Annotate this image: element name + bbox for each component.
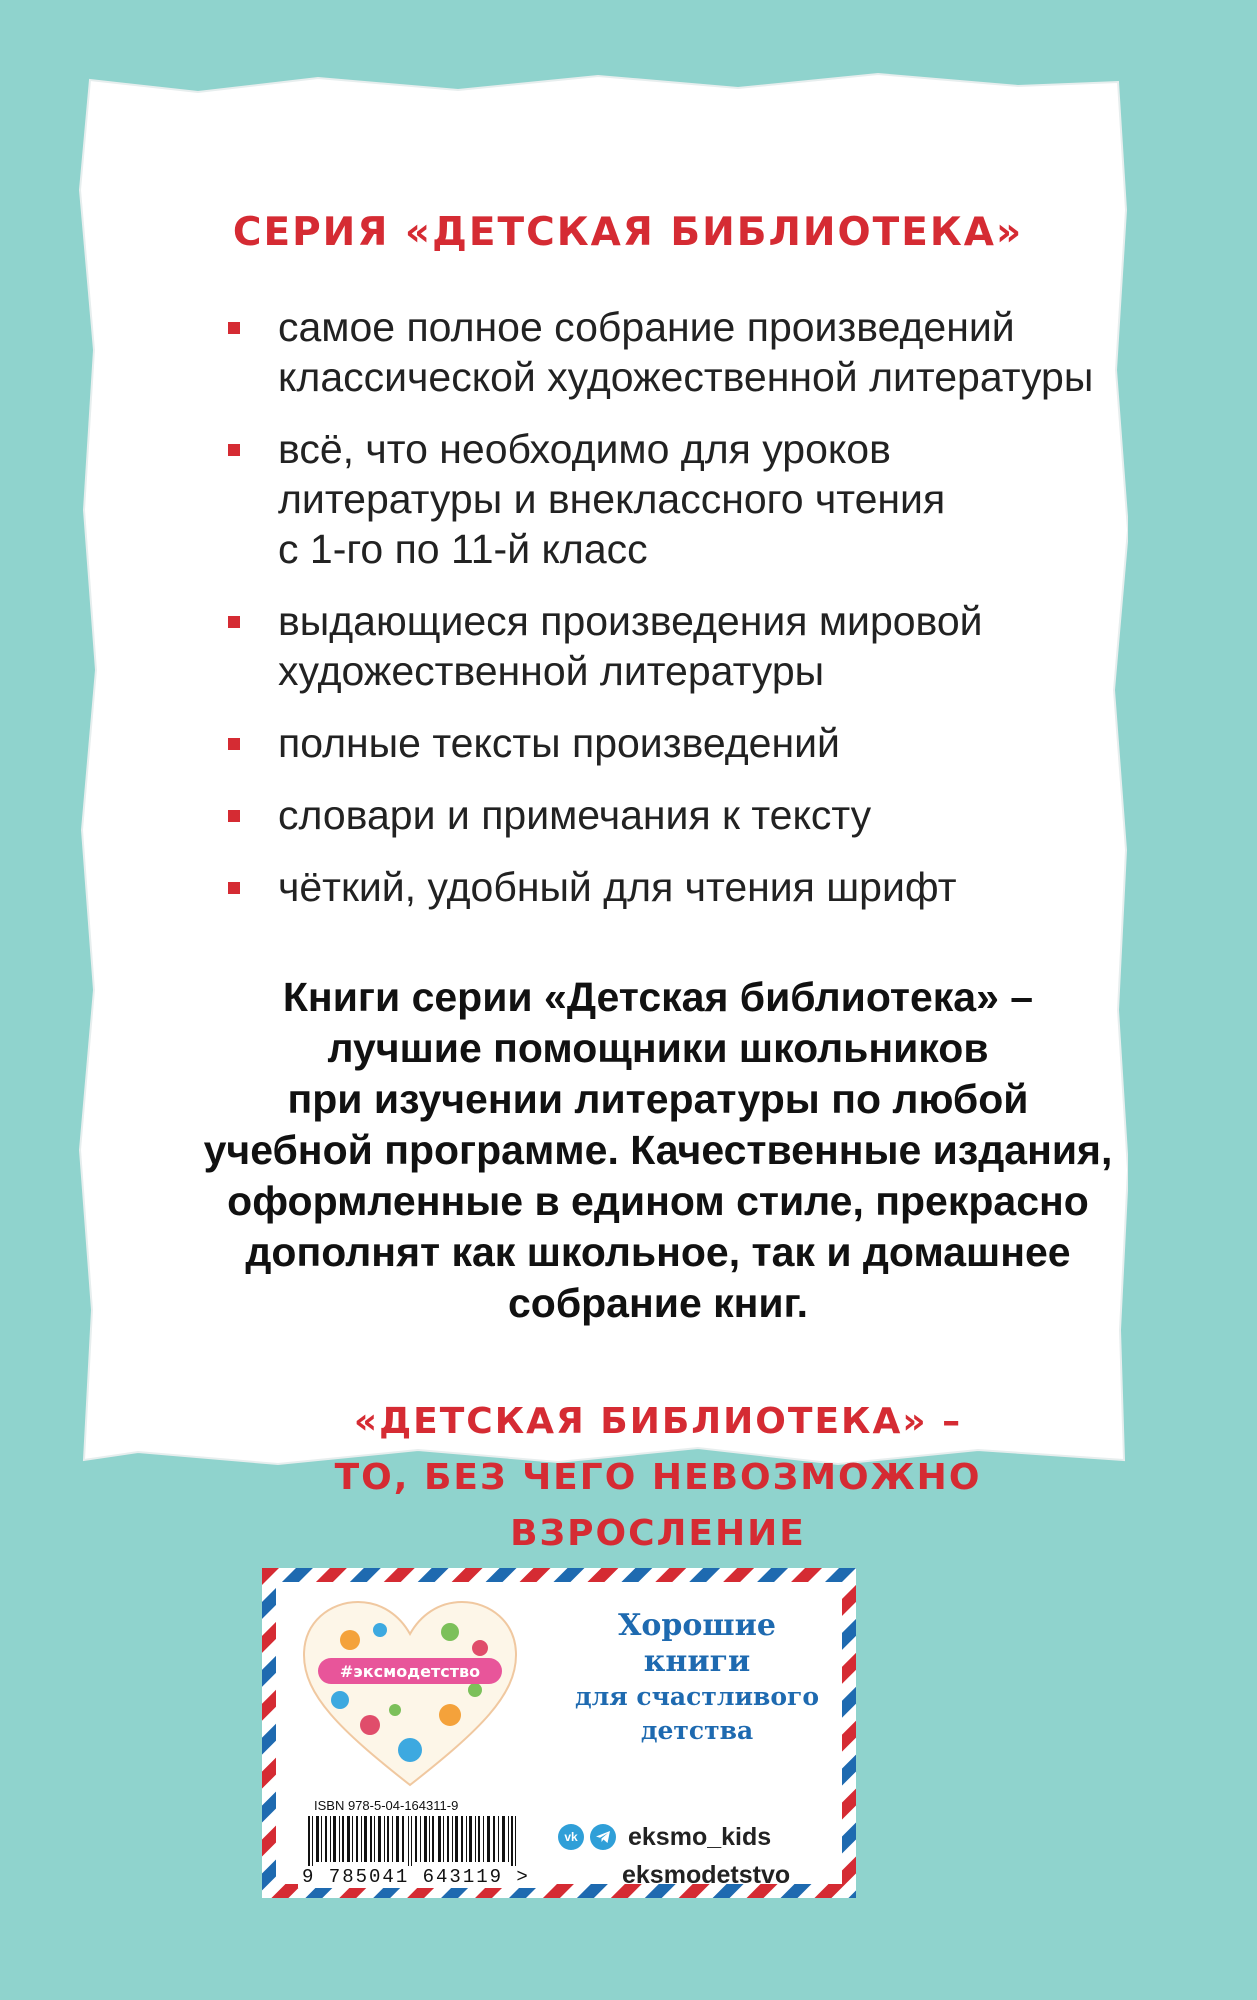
list-item — [218, 596, 1138, 696]
series-title: СЕРИЯ «ДЕТСКАЯ БИБЛИОТЕКА» — [232, 210, 1024, 255]
vk-icon[interactable]: vk — [558, 1824, 584, 1850]
social-row — [558, 1818, 838, 1856]
barcode-icon — [308, 1816, 532, 1866]
heart-collage-icon — [300, 1600, 520, 1790]
series-slogan: «ДЕТСКАЯ БИБЛИОТЕКА» – ТО, БЕЗ ЧЕГО НЕВОЗМОЖНО ВЗРОСЛЕНИЕ — [334, 1401, 982, 1554]
list-item — [218, 718, 1138, 768]
promo-text — [552, 1608, 842, 1748]
series-description: Книги серии «Детская библиотека» – лучшие помощники школьников при изучении литературы по любой учебной программе. Качественные издания, оформленные в едином стиле, прекрасно дополнят как школьное, так и домашнее собрание книг. — [203, 974, 1113, 1326]
feature-text: выдающиеся произведения мировой художественной литературы — [278, 598, 983, 694]
list-item — [218, 424, 1138, 574]
barcode-block — [298, 1796, 542, 1888]
list-item — [218, 302, 1138, 402]
bullet-icon — [228, 616, 240, 628]
isbn-text: ISBN 978-5-04-164311-9 — [314, 1798, 459, 1813]
bullet-icon — [228, 810, 240, 822]
list-item — [218, 862, 1138, 912]
feature-text: чёткий, удобный для чтения шрифт — [278, 864, 957, 910]
social-links — [558, 1818, 838, 1894]
bullet-icon — [228, 444, 240, 456]
promo-line: детства — [640, 1716, 754, 1745]
list-item — [218, 790, 1138, 840]
social-handle[interactable]: eksmo_kids — [628, 1822, 772, 1851]
feature-text: самое полное собрание произведений классической художественной литературы — [278, 304, 1094, 400]
heart-tag-text: #эксмодетство — [339, 1662, 481, 1681]
social-handle[interactable]: eksmodetstvo — [622, 1860, 791, 1889]
postcard-info-card — [262, 1568, 856, 1898]
feature-text: словари и примечания к тексту — [278, 792, 872, 838]
feature-text: всё, что необходимо для уроков литературы и внеклассного чтения с 1-го по 11-й класс — [278, 426, 946, 572]
torn-paper-panel — [78, 70, 1128, 1554]
promo-line: Хорошие — [618, 1608, 776, 1643]
telegram-icon[interactable] — [590, 1824, 616, 1850]
bullet-icon — [228, 322, 240, 334]
feature-text: полные тексты произведений — [278, 720, 840, 766]
promo-line: для счастливого — [574, 1682, 820, 1711]
social-row — [558, 1856, 838, 1894]
feature-list — [218, 302, 1138, 934]
promo-line: книги — [643, 1644, 751, 1679]
bullet-icon — [228, 882, 240, 894]
bullet-icon — [228, 738, 240, 750]
barcode-digits: 9 785041 643119 > — [302, 1866, 530, 1888]
